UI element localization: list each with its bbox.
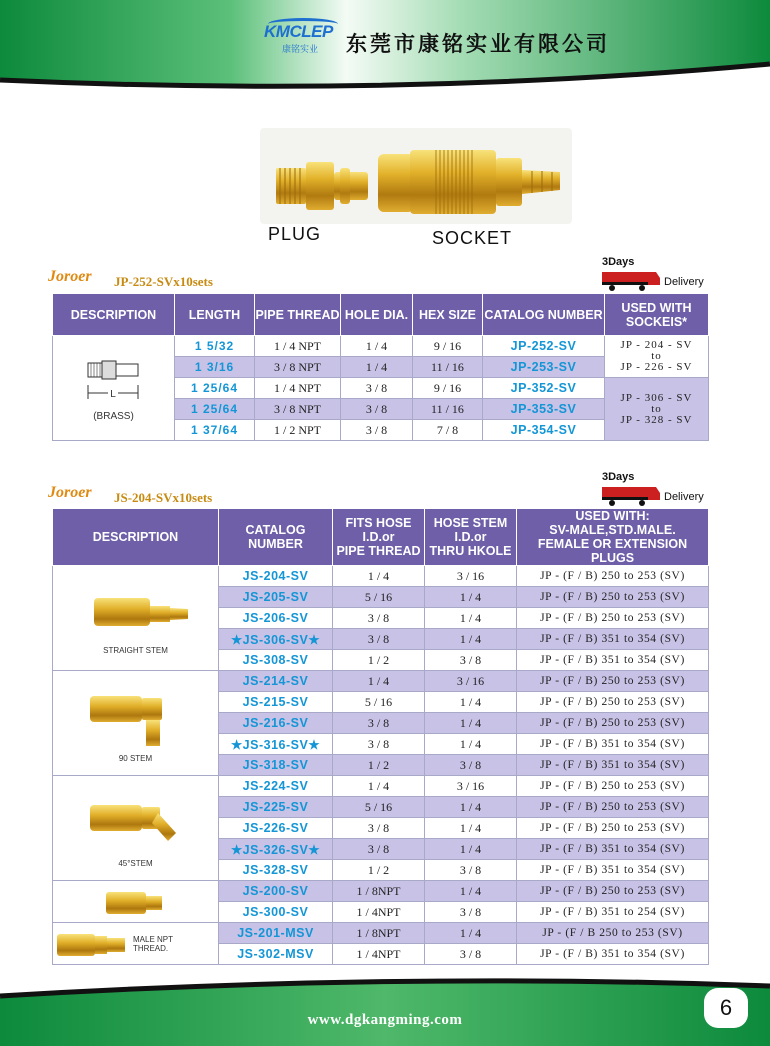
hex-cell: 7 / 8 [413, 420, 483, 441]
col-fits-hose [333, 509, 425, 566]
catalog-cell: JS-302-MSV [219, 944, 333, 965]
company-logo [264, 18, 342, 54]
stem-cell: 3 / 16 [425, 671, 517, 692]
fitting-type-label: STRAIGHT STEM [103, 645, 168, 655]
socket-spec-table [52, 508, 709, 965]
used-with-cell: JP - (F / B) 250 to 253 (SV) [517, 587, 709, 608]
delivery-days: 3Days [602, 471, 635, 483]
catalog-cell [219, 629, 333, 650]
fits-cell: 1 / 4 [333, 671, 425, 692]
fits-cell: 1 / 2 [333, 755, 425, 776]
col-catalog-number: CATALOG NUMBER [219, 509, 333, 566]
fitting-description-cell [53, 923, 219, 965]
col-hole-dia: HOLE DIA. [341, 294, 413, 336]
fits-cell: 3 / 8 [333, 629, 425, 650]
elbow90-socket-icon [76, 684, 196, 754]
used-with-cell: JP - (F / B) 250 to 253 (SV) [517, 797, 709, 818]
stem-cell: 1 / 4 [425, 608, 517, 629]
used-with-cell: JP - (F / B) 351 to 354 (SV) [517, 944, 709, 965]
fits-cell: 1 / 2 [333, 650, 425, 671]
col-pipe-thread: PIPE THREAD [255, 294, 341, 336]
hole-cell: 3 / 8 [341, 399, 413, 420]
catalog-cell: JS-204-SV [219, 566, 333, 587]
catalog-cell: JS-206-SV [219, 608, 333, 629]
fitting-type-label: 90 STEM [118, 753, 153, 763]
fits-cell: 3 / 8 [333, 818, 425, 839]
catalog-cell: JP-352-SV [483, 378, 605, 399]
fits-cell: 1 / 4NPT [333, 902, 425, 923]
col-hex-size: HEX SIZE [413, 294, 483, 336]
logo-subtext: 康铭实业 [282, 45, 319, 55]
star-icon: ★ [308, 842, 321, 857]
fits-cell: 1 / 4NPT [333, 944, 425, 965]
plug-caption: PLUG [268, 224, 322, 244]
delivery-badge-2 [602, 471, 712, 511]
fits-cell: 1 / 4 [333, 776, 425, 797]
star-icon: ★ [308, 737, 321, 752]
catalog-text: JS-316-SV [242, 737, 309, 752]
fitting-description-cell [53, 671, 219, 776]
brand-logo-2: Joroer [48, 484, 92, 501]
fits-cell: 5 / 16 [333, 587, 425, 608]
used-with-cell: JP - (F / B) 351 to 254 (SV) [517, 902, 709, 923]
socket-range-cell [605, 336, 709, 378]
catalog-cell: JP-253-SV [483, 357, 605, 378]
stem-cell: 1 / 4 [425, 629, 517, 650]
socket-to: to [651, 402, 662, 415]
model-title-1: JP-252-SVx10sets [114, 274, 213, 289]
thread-cell: 1 / 2 NPT [255, 420, 341, 441]
page-header [0, 0, 770, 100]
delivery-days: 3Days [602, 256, 635, 268]
stem-cell: 3 / 16 [425, 776, 517, 797]
socket-end: JP - 328 - SV [620, 413, 693, 426]
page-footer [0, 970, 770, 1046]
hole-cell: 3 / 8 [341, 378, 413, 399]
fitting-description-cell [53, 776, 219, 881]
catalog-cell: JS-308-SV [219, 650, 333, 671]
used-with-cell: JP - (F / B) 250 to 253 (SV) [517, 776, 709, 797]
used-with-cell: JP - (F / B) 351 to 354 (SV) [517, 860, 709, 881]
catalog-cell: JP-354-SV [483, 420, 605, 441]
table-row [53, 776, 709, 797]
socket-caption: SOCKET [432, 228, 513, 248]
col-description: DESCRIPTION [53, 294, 175, 336]
fits-line-1: FITS HOSE [345, 516, 412, 530]
logo-text: KMCLEP [264, 22, 333, 41]
table-row [53, 923, 709, 944]
stem-line-2: I.D.or [454, 530, 487, 544]
col-length: LENGTH [175, 294, 255, 336]
hole-cell: 1 / 4 [341, 336, 413, 357]
used-with-cell: JP - (F / B) 250 to 253 (SV) [517, 566, 709, 587]
stem-cell: 3 / 16 [425, 566, 517, 587]
catalog-cell: JS-205-SV [219, 587, 333, 608]
used-with-cell: JP - (F / B 250 to 253 (SV) [517, 923, 709, 944]
socket-table-body [53, 566, 709, 965]
small-socket-icon [76, 884, 196, 920]
stem-cell: 1 / 4 [425, 692, 517, 713]
stem-cell: 1 / 4 [425, 818, 517, 839]
male-npt-socket-icon [53, 926, 129, 962]
hex-cell: 9 / 16 [413, 378, 483, 399]
delivery-label: Delivery [664, 276, 704, 288]
table-row [53, 566, 709, 587]
used-line-2: SV-MALE,STD.MALE. [549, 523, 676, 537]
length-cell: 1 5/32 [175, 336, 255, 357]
plug-description-cell [53, 336, 175, 441]
used-line-3: FEMALE OR EXTENSION PLUGS [537, 537, 688, 565]
table-row [53, 336, 709, 357]
hex-cell: 11 / 16 [413, 357, 483, 378]
fits-cell: 1 / 8NPT [333, 923, 425, 944]
catalog-cell: JS-215-SV [219, 692, 333, 713]
delivery-truck-icon [602, 483, 662, 509]
stem-cell: 1 / 4 [425, 839, 517, 860]
catalog-cell: JS-226-SV [219, 818, 333, 839]
used-with-cell: JP - (F / B) 351 to 354 (SV) [517, 839, 709, 860]
fitting-type-label: MALE NPT THREAD. [133, 934, 173, 953]
brand-logo-1: Joroer [48, 268, 92, 285]
star-icon: ★ [230, 737, 243, 752]
catalog-cell: JS-224-SV [219, 776, 333, 797]
catalog-text: JS-326-SV [242, 842, 309, 857]
catalog-cell: JS-214-SV [219, 671, 333, 692]
table-row [53, 671, 709, 692]
catalog-cell: JS-201-MSV [219, 923, 333, 944]
col-hose-stem [425, 509, 517, 566]
stem-cell: 3 / 8 [425, 755, 517, 776]
used-with-cell: JP - (F / B) 351 to 354 (SV) [517, 755, 709, 776]
delivery-label: Delivery [664, 491, 704, 503]
fitting-description-cell [53, 566, 219, 671]
thread-cell: 3 / 8 NPT [255, 357, 341, 378]
thread-cell: 1 / 4 NPT [255, 378, 341, 399]
star-icon: ★ [308, 632, 321, 647]
catalog-cell [219, 839, 333, 860]
hex-cell: 11 / 16 [413, 399, 483, 420]
used-with-cell: JP - (F / B) 250 to 253 (SV) [517, 692, 709, 713]
used-with-cell: JP - (F / B) 351 to 354 (SV) [517, 629, 709, 650]
plug-drawing-icon [74, 355, 154, 411]
length-cell: 1 25/64 [175, 399, 255, 420]
socket-range-cell [605, 378, 709, 441]
star-icon: ★ [230, 632, 243, 647]
dimension-label: L [109, 388, 116, 400]
stem-cell: 3 / 8 [425, 860, 517, 881]
hole-cell: 3 / 8 [341, 420, 413, 441]
catalog-cell: JS-216-SV [219, 713, 333, 734]
used-with-cell: JP - (F / B) 351 to 354 (SV) [517, 650, 709, 671]
stem-line-1: HOSE STEM [433, 516, 508, 530]
length-cell: 1 37/64 [175, 420, 255, 441]
model-title-2: JS-204-SVx10sets [114, 490, 213, 505]
stem-cell: 3 / 8 [425, 944, 517, 965]
length-cell: 1 3/16 [175, 357, 255, 378]
elbow45-socket-icon [76, 789, 196, 859]
stem-cell: 1 / 4 [425, 734, 517, 755]
plug-spec-table [52, 293, 709, 441]
catalog-cell: JP-252-SV [483, 336, 605, 357]
hex-cell: 9 / 16 [413, 336, 483, 357]
catalog-cell: JS-328-SV [219, 860, 333, 881]
catalog-cell [219, 734, 333, 755]
catalog-cell: JS-200-SV [219, 881, 333, 902]
stem-cell: 1 / 4 [425, 797, 517, 818]
fitting-description-cell [53, 881, 219, 923]
fits-cell: 3 / 8 [333, 608, 425, 629]
thread-cell: 3 / 8 NPT [255, 399, 341, 420]
fits-line-2: I.D.or [362, 530, 395, 544]
col-used-with: USED WITH SOCKEIS* [605, 294, 709, 336]
fits-cell: 5 / 16 [333, 692, 425, 713]
fitting-type-label: 45°STEM [118, 858, 153, 868]
delivery-truck-icon [602, 268, 662, 294]
hole-cell: 1 / 4 [341, 357, 413, 378]
used-with-cell: JP - (F / B) 250 to 253 (SV) [517, 608, 709, 629]
col-used-with [517, 509, 709, 566]
fits-cell: 5 / 16 [333, 797, 425, 818]
col-catalog-number: CATALOG NUMBER [483, 294, 605, 336]
footer-background [0, 970, 770, 1046]
fits-cell: 3 / 8 [333, 713, 425, 734]
thread-cell: 1 / 4 NPT [255, 336, 341, 357]
catalog-cell: JS-318-SV [219, 755, 333, 776]
fits-line-3: PIPE THREAD [336, 544, 421, 558]
straight-socket-icon [76, 582, 196, 646]
catalog-cell: JS-300-SV [219, 902, 333, 923]
used-with-cell: JP - (F / B) 250 to 253 (SV) [517, 713, 709, 734]
col-description: DESCRIPTION [53, 509, 219, 566]
material-label: (BRASS) [93, 410, 134, 422]
catalog-cell: JP-353-SV [483, 399, 605, 420]
website-url: www.dgkangming.com [307, 1012, 463, 1028]
plug-socket-illustration [260, 128, 572, 224]
stem-cell: 3 / 8 [425, 902, 517, 923]
page-number: 6 [704, 988, 748, 1028]
socket-end: JP - 226 - SV [620, 361, 693, 373]
product-photo [260, 128, 572, 224]
fits-cell: 1 / 2 [333, 860, 425, 881]
fits-cell: 3 / 8 [333, 839, 425, 860]
socket-to: to [651, 350, 662, 362]
used-with-cell: JP - (F / B) 250 to 253 (SV) [517, 881, 709, 902]
used-line-1: USED WITH: [575, 509, 650, 523]
fits-cell: 1 / 4 [333, 566, 425, 587]
socket-from: JP - 306 - SV [620, 391, 693, 404]
stem-cell: 1 / 4 [425, 923, 517, 944]
stem-cell: 1 / 4 [425, 713, 517, 734]
stem-cell: 1 / 4 [425, 881, 517, 902]
used-with-cell: JP - (F / B) 250 to 253 (SV) [517, 671, 709, 692]
stem-line-3: THRU HKOLE [429, 544, 512, 558]
company-name: 东莞市康铭实业有限公司 [346, 31, 610, 56]
used-with-cell: JP - (F / B) 250 to 253 (SV) [517, 818, 709, 839]
table-row [53, 881, 709, 902]
stem-cell: 3 / 8 [425, 650, 517, 671]
star-icon: ★ [230, 842, 243, 857]
used-with-cell: JP - (F / B) 351 to 354 (SV) [517, 734, 709, 755]
socket-from: JP - 204 - SV [620, 339, 693, 351]
catalog-cell: JS-225-SV [219, 797, 333, 818]
fits-cell: 1 / 8NPT [333, 881, 425, 902]
delivery-badge-1 [602, 256, 712, 296]
stem-cell: 1 / 4 [425, 587, 517, 608]
catalog-text: JS-306-SV [242, 632, 309, 647]
length-cell: 1 25/64 [175, 378, 255, 399]
fits-cell: 3 / 8 [333, 734, 425, 755]
